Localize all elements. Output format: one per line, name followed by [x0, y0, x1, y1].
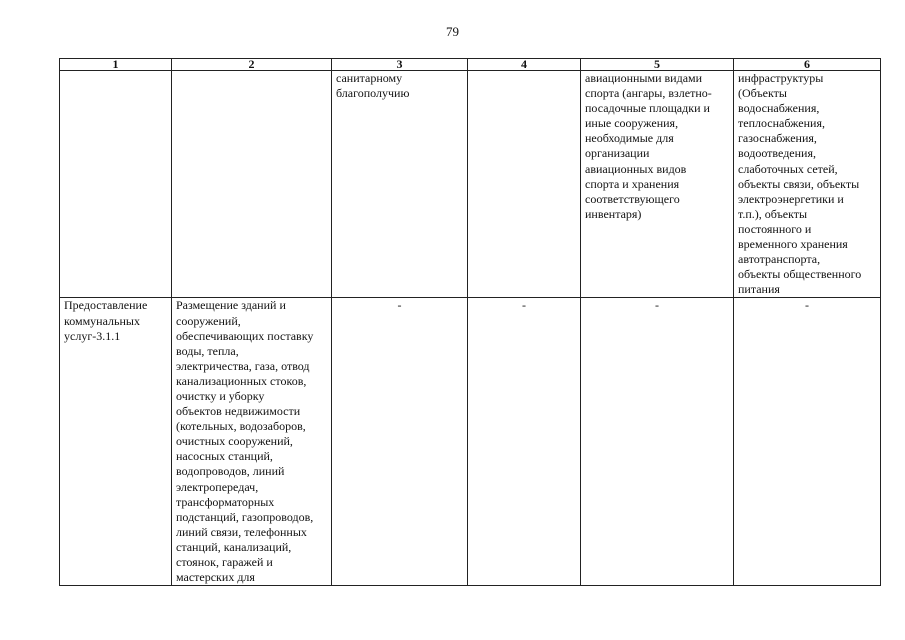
table-row	[60, 298, 881, 586]
column-header-5: 5	[581, 59, 734, 71]
column-header-6: 6	[734, 59, 881, 71]
regulation-table	[59, 58, 881, 586]
table-cell: -	[332, 298, 468, 586]
column-header-2: 2	[172, 59, 332, 71]
column-header-4: 4	[468, 59, 581, 71]
table-cell: авиационными видами спорта (ангары, взлетно- посадочные площадки и иные сооружения, необходимые для организации авиационных видов спорта и хранения соответствующего инвентаря)	[581, 71, 734, 298]
page-number: 79	[446, 24, 459, 39]
table-cell: санитарному благополучию	[332, 71, 468, 298]
table-cell	[60, 71, 172, 298]
table-cell: -	[581, 298, 734, 586]
table-cell: Предоставление коммунальных услуг-3.1.1	[60, 298, 172, 586]
table-cell	[172, 71, 332, 298]
column-header-1: 1	[60, 59, 172, 71]
table-cell: -	[734, 298, 881, 586]
table-cell: Размещение зданий и сооружений, обеспечивающих поставку воды, тепла, электричества, газа, отвод канализационных стоков, очистку и уборку объектов недвижимости (котельных, водозаборов, очистных сооружений, насосных станций, водопроводов, линий электропередач, трансформаторных подстанций, газопроводов, линий связи, телефонных станций, канализаций, стоянок, гаражей и мастерских для	[172, 298, 332, 586]
header-row	[60, 59, 881, 71]
table-cell: инфраструктуры (Объекты водоснабжения, теплоснабжения, газоснабжения, водоотведения, слаботочных сетей, объекты связи, объекты электроэнергетики и т.п.), объекты постоянного и временного хранения автотранспорта, объекты общественного питания	[734, 71, 881, 298]
table-row	[60, 71, 881, 298]
table-cell: -	[468, 298, 581, 586]
column-header-3: 3	[332, 59, 468, 71]
table-cell	[468, 71, 581, 298]
